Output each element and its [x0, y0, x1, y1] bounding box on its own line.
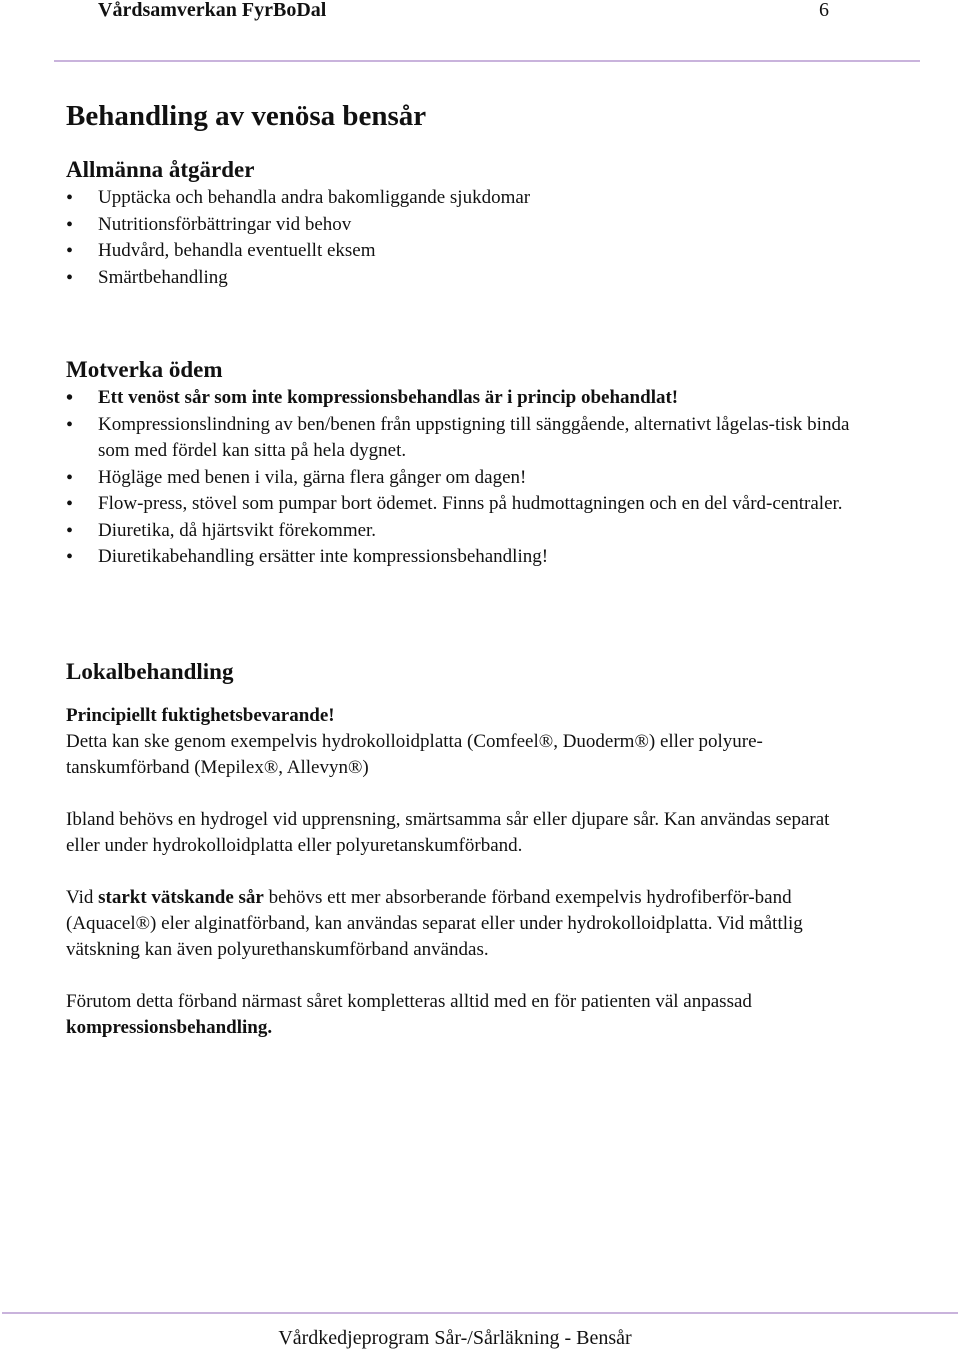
- list-item: • Hudvård, behandla eventuellt eksem: [66, 238, 866, 265]
- paragraph-text: Förutom detta förband närmast såret kompletteras alltid med en för patienten väl anpassad: [66, 990, 752, 1012]
- header-divider: [54, 60, 920, 62]
- paragraph-kompression: [66, 989, 866, 1041]
- section-heading-lokalbehandling: Lokalbehandling: [66, 658, 234, 684]
- list-item: • Flow-press, stövel som pumpar bort ödemet. Finns på hudmottagningen och en del vård-centraler.: [66, 491, 866, 518]
- section-heading-allmanna-atgarder: Allmänna åtgärder: [66, 157, 255, 182]
- bullet-list-motverka-odem: [66, 385, 866, 571]
- list-item: • Högläge med benen i vila, gärna flera gånger om dagen!: [66, 465, 866, 492]
- list-item: • Diuretikabehandling ersätter inte kompressionsbehandling!: [66, 544, 866, 571]
- page-content: [66, 96, 866, 1041]
- list-item: • Nutritionsförbättringar vid behov: [66, 212, 866, 239]
- emphasis-kompressionsbehandling: kompressionsbehandling.: [66, 1016, 273, 1038]
- list-item: • Smärtbehandling: [66, 265, 866, 292]
- emphasis-starkt-vatskande: starkt vätskande sår: [98, 886, 264, 908]
- paragraph-hydrogel: Ibland behövs en hydrogel vid upprensning, smärtsamma sår eller djupare sår. Kan användas separat eller under hydrokolloidplatta eller polyuretanskumförband.: [66, 808, 830, 856]
- paragraph-hydrokolloid: Detta kan ske genom exempelvis hydrokolloidplatta (Comfeel®, Duoderm®) eller polyure-tanskumförband (Mepilex®, Allevyn®): [66, 730, 763, 778]
- list-item: • Ett venöst sår som inte kompressionsbehandlas är i princip obehandlat!: [66, 385, 866, 412]
- paragraph-vatskande-sar: [66, 885, 866, 963]
- section-heading-motverka-odem: Motverka ödem: [66, 357, 223, 382]
- running-header-title: Vårdsamverkan FyrBoDal: [98, 0, 327, 21]
- list-item: • Upptäcka och behandla andra bakomliggande sjukdomar: [66, 185, 866, 212]
- list-item: • Diuretika, då hjärtsvikt förekommer.: [66, 518, 866, 545]
- page-number: 6: [819, 0, 829, 21]
- subheading-fuktighetsbevarande: Principiellt fuktighetsbevarande!: [66, 704, 335, 726]
- bullet-list-allmanna-atgarder: [66, 185, 866, 291]
- list-item: • Kompressionslindning av ben/benen från uppstigning till sänggående, alternativt lågelas-tisk binda som med fördel kan sitta på hela dygnet.: [66, 412, 866, 465]
- paragraph-text: behövs ett mer absorberande förband exempelvis hydrofiberför-band (Aquacel®) eler alginatförband, kan användas separat eller under hydrokolloidplatta. Vid måttlig vätskning kan även polyurethanskumförband användas.: [66, 886, 803, 960]
- running-footer: Vårdkedjeprogram Sår-/Sårläkning - Bensår: [278, 1327, 632, 1349]
- footer-divider: [2, 1312, 958, 1314]
- paragraph-text: Vid: [66, 886, 99, 908]
- page-title: Behandling av venösa bensår: [66, 100, 427, 132]
